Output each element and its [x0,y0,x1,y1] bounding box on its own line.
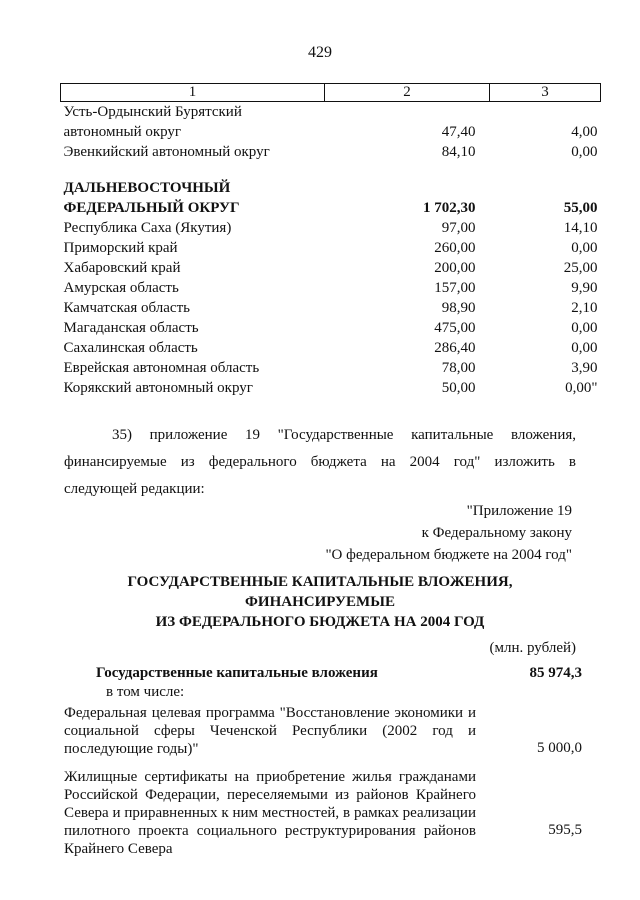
column-2-value: 78,00 [441,360,476,376]
table-row [61,102,601,123]
investments-total-label: Государственные капитальные вложения [96,665,378,681]
column-3-value: 0,00" [565,380,598,396]
regions-table [60,83,601,398]
column-2-value: 260,00 [434,240,476,256]
investment-item-text: Жилищные сертификаты на приобретение жилья гражданами Российской Федерации, переселяемыми из районов Крайнего Севера и приравненных к ним местностей, в рамках реализации пилотного проекта социального реструктурирования районов Крайнего Севера [64,769,476,857]
table-row [61,218,601,238]
region-name-cell: Корякский автономный округ [63,380,253,396]
table-row [61,298,601,318]
table-row [61,122,601,142]
region-name-cell: Приморский край [63,240,178,256]
column-3-value: 0,00 [571,340,598,356]
column-2-value: 475,00 [434,320,476,336]
region-name-cell: автономный округ [63,124,182,140]
column-2-value: 200,00 [434,260,476,276]
column-2-value [325,178,490,198]
title-line: ГОСУДАРСТВЕННЫЕ КАПИТАЛЬНЫЕ ВЛОЖЕНИЯ, [127,574,513,590]
column-2-value: 286,40 [434,340,476,356]
investment-item-text: Федеральная целевая программа "Восстановление экономики и социальной сферы Чеченской Республики (2002 год и последующие годы)" [64,705,476,757]
investments-total-value: 85 974,3 [529,665,582,681]
column-3-value: 0,00 [571,240,598,256]
table-row [61,278,601,298]
region-name-cell: Еврейская автономная область [63,360,260,376]
column-2-value: 98,90 [441,300,476,316]
column-3-value: 3,90 [571,360,598,376]
region-name-cell: ДАЛЬНЕВОСТОЧНЫЙ [63,180,231,196]
investment-item-value: 595,5 [548,822,582,838]
table-row [61,378,601,398]
including-label: в том числе: [106,684,185,700]
title-line: ИЗ ФЕДЕРАЛЬНОГО БЮДЖЕТА НА 2004 ГОД [155,614,485,630]
table-row [61,198,601,218]
column-3-value: 14,10 [563,220,598,236]
region-name-cell: Сахалинская область [63,340,198,356]
region-name-cell: Магаданская область [63,320,199,336]
column-2-value: 47,40 [441,124,476,140]
amendment-paragraph-line-2: финансируемые из федерального бюджета на 2004 год" изложить в [64,454,576,470]
column-header-1: 1 [61,84,325,102]
table-row [61,238,601,258]
column-2-value: 50,00 [441,380,476,396]
column-2-value: 157,00 [434,280,476,296]
region-name-cell: Эвенкийский автономный округ [63,144,270,160]
column-2-value: 1 702,30 [423,200,476,216]
table-row [61,178,601,198]
table-spacer-row [61,162,601,178]
attachment-line: "Приложение 19 [466,503,572,519]
region-name-cell: Камчатская область [63,300,190,316]
column-3-value: 2,10 [571,300,598,316]
amendment-paragraph-line-1: 35) приложение 19 "Государственные капитальные вложения, [112,427,576,443]
investment-item-value: 5 000,0 [537,740,582,756]
spacer-cell [61,162,601,178]
column-2-value: 97,00 [441,220,476,236]
region-name-cell: Хабаровский край [63,260,181,276]
attachment-line: "О федеральном бюджете на 2004 год" [325,547,572,563]
column-3-value: 0,00 [571,144,598,160]
attachment-reference [325,500,572,566]
column-2-value: 84,10 [441,144,476,160]
region-name-cell: ФЕДЕРАЛЬНЫЙ ОКРУГ [63,200,240,216]
table-row [61,358,601,378]
table-header-row [61,84,601,102]
amendment-paragraph-line-3: следующей редакции: [64,481,205,497]
column-3-value: 0,00 [571,320,598,336]
title-line: ФИНАНСИРУЕМЫЕ [245,594,395,610]
column-3-value: 25,00 [563,260,598,276]
attachment-line: к Федеральному закону [421,525,572,541]
region-name-cell: Усть-Ордынский Бурятский [63,104,242,120]
table-row [61,318,601,338]
region-name-cell: Республика Саха (Якутия) [63,220,232,236]
column-3-value [490,102,601,123]
column-header-2: 2 [325,84,490,102]
table-row [61,338,601,358]
column-3-value: 9,90 [571,280,598,296]
page-number: 429 [308,44,332,61]
unit-label: (млн. рублей) [489,640,576,656]
column-3-value: 4,00 [571,124,598,140]
column-header-3: 3 [490,84,601,102]
column-3-value: 55,00 [563,200,598,216]
column-2-value [325,102,490,123]
table-row [61,258,601,278]
section-title [60,572,580,632]
column-3-value [490,178,601,198]
table-row [61,142,601,162]
region-name-cell: Амурская область [63,280,179,296]
